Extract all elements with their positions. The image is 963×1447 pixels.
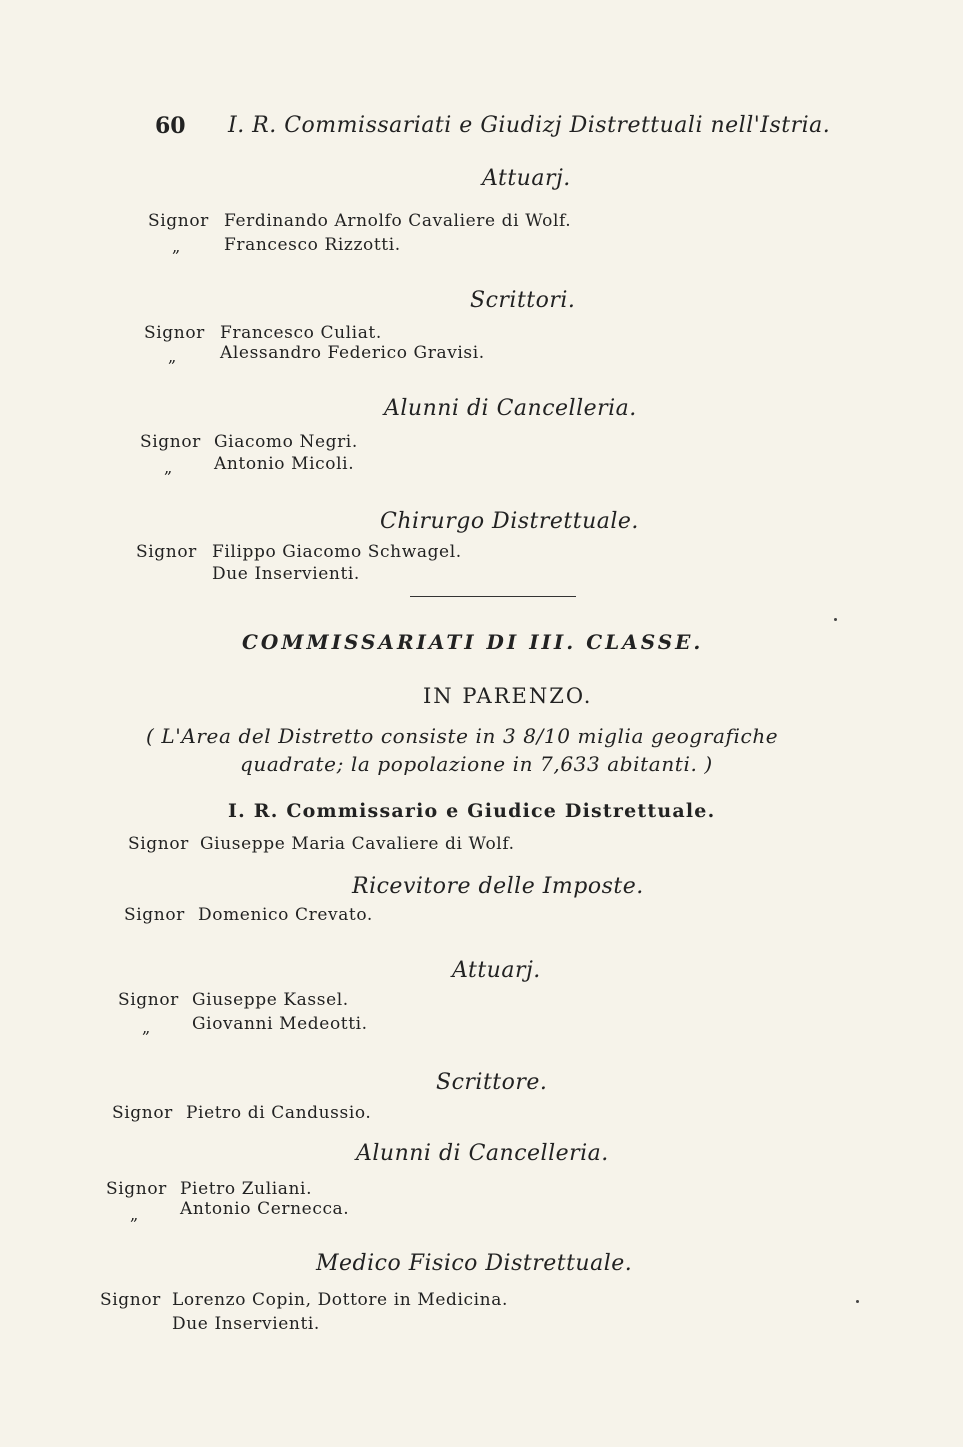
heading-alunni-2: Alunni di Cancelleria. <box>356 1141 609 1166</box>
entry-name: Francesco Rizzotti. <box>224 235 401 255</box>
area-note-line1: ( L'Area del Distretto consiste in 3 8/10 miglia geografiche <box>146 724 779 748</box>
area-note-line2: quadrate; la popolazione in 7,633 abitanti. ) <box>240 752 713 776</box>
entry-name: Pietro di Candussio. <box>186 1103 372 1123</box>
heading-attuarj-2: Attuarj. <box>452 958 541 983</box>
ditto-mark: „ <box>164 458 173 477</box>
heading-alunni: Alunni di Cancelleria. <box>384 396 637 421</box>
ink-speck <box>834 618 837 621</box>
ditto-mark: „ <box>142 1018 151 1037</box>
heading-medico: Medico Fisico Distrettuale. <box>316 1251 633 1276</box>
entry-name: Alessandro Federico Gravisi. <box>220 343 485 363</box>
heading-ricevitore: Ricevitore delle Imposte. <box>352 874 644 899</box>
heading-scrittori: Scrittori. <box>470 288 576 313</box>
entry-name: Giovanni Medeotti. <box>192 1014 368 1034</box>
running-title: I. R. Commissariati e Giudizj Distrettuali nell'Istria. <box>228 113 831 138</box>
entry-name: Due Inservienti. <box>212 564 360 584</box>
entry-name: Ferdinando Arnolfo Cavaliere di Wolf. <box>224 211 572 231</box>
entry-name: Giacomo Negri. <box>214 432 358 452</box>
heading-commissario: I. R. Commissario e Giudice Distrettuale. <box>228 800 716 822</box>
heading-attuarj: Attuarj. <box>482 166 571 191</box>
entry-prefix: Signor <box>144 323 205 343</box>
entry-name: Due Inservienti. <box>172 1314 320 1334</box>
entry-name: Domenico Crevato. <box>198 905 373 925</box>
ink-speck <box>856 1300 859 1303</box>
entry-prefix: Signor <box>106 1179 167 1199</box>
entry-prefix: Signor <box>118 990 179 1010</box>
entry-name: Giuseppe Kassel. <box>192 990 349 1010</box>
entry-prefix: Signor <box>112 1103 173 1123</box>
entry-name: Antonio Micoli. <box>214 454 355 474</box>
entry-prefix: Signor <box>140 432 201 452</box>
entry-name: Pietro Zuliani. <box>180 1179 313 1199</box>
entry-prefix: Signor <box>128 834 189 854</box>
entry-name: Antonio Cernecca. <box>180 1199 350 1219</box>
page-number: 60 <box>155 113 186 139</box>
section-divider <box>410 596 576 597</box>
heading-chirurgo: Chirurgo Distrettuale. <box>380 509 639 534</box>
heading-scrittore: Scrittore. <box>436 1070 548 1095</box>
ditto-mark: „ <box>172 237 181 256</box>
entry-name: Filippo Giacomo Schwagel. <box>212 542 462 562</box>
entry-name: Francesco Culiat. <box>220 323 382 343</box>
entry-prefix: Signor <box>148 211 209 231</box>
ditto-mark: „ <box>168 347 177 366</box>
entry-name: Giuseppe Maria Cavaliere di Wolf. <box>200 834 515 854</box>
entry-name: Lorenzo Copin, Dottore in Medicina. <box>172 1290 508 1310</box>
entry-prefix: Signor <box>124 905 185 925</box>
section-title: COMMISSARIATI DI III. CLASSE. <box>242 630 704 654</box>
entry-prefix: Signor <box>136 542 197 562</box>
place-name: IN PARENZO. <box>423 684 593 708</box>
ditto-mark: „ <box>130 1205 139 1224</box>
entry-prefix: Signor <box>100 1290 161 1310</box>
